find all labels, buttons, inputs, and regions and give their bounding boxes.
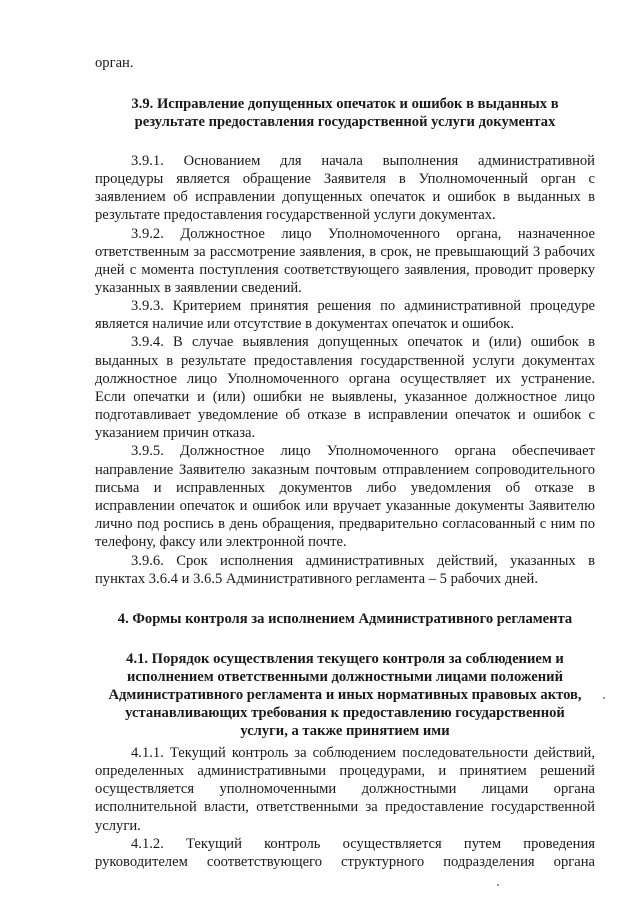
- text-fragment: орган.: [95, 55, 134, 71]
- section-heading-4-1-line-2: исполнением ответственными должностными лицами положений: [127, 669, 563, 685]
- paragraph-3-9-5-line: письма и исправленных документов либо уведомления об отказе в: [95, 480, 595, 496]
- paragraph-3-9-6-line: пунктах 3.6.4 и 3.6.5 Административного регламента – 5 рабочих дней.: [95, 571, 538, 587]
- paragraph-3-9-3-line: 3.9.3. Критерием принятия решения по административной процедуре: [131, 298, 595, 314]
- section-heading-4-1-line-1: 4.1. Порядок осуществления текущего контроля за соблюдением и: [126, 651, 564, 667]
- scan-speck: [497, 884, 499, 886]
- paragraph-3-9-6-line: 3.9.6. Срок исполнения административных действий, указанных в: [131, 553, 595, 569]
- section-heading-4-1-line-5: услуги, а также принятием ими: [240, 723, 450, 739]
- paragraph-3-9-4-line: 3.9.4. В случае выявления допущенных опечаток и (или) ошибок в: [131, 334, 595, 350]
- paragraph-3-9-1-line: результате предоставления государственной услуги документах.: [95, 207, 496, 223]
- paragraph-3-9-2-line: указанных в заявлении сведений.: [95, 280, 302, 296]
- paragraph-4-1-1-line: услуги.: [95, 818, 141, 834]
- paragraph-3-9-5-line: лично под роспись в день обращения, предварительно согласованный с ним по: [95, 516, 595, 532]
- paragraph-4-1-1-line: исполнительной власти, ответственными за предоставление государственной: [95, 799, 595, 815]
- paragraph-3-9-2-line: 3.9.2. Должностное лицо Уполномоченного органа, назначенное: [131, 226, 595, 242]
- section-heading-4: 4. Формы контроля за исполнением Административного регламента: [117, 611, 573, 627]
- paragraph-3-9-5-line: направление Заявителю заказным почтовым отправлением сопроводительного: [95, 462, 595, 478]
- paragraph-4-1-2-line: 4.1.2. Текущий контроль осуществляется путем проведения: [131, 836, 595, 852]
- paragraph-3-9-5-line: телефону, факсу или электронной почте.: [95, 534, 347, 550]
- paragraph-3-9-4-line: должностное лицо Уполномоченного органа осуществляет их устранение.: [95, 371, 595, 387]
- paragraph-3-9-4-line: Если опечатки и (или) ошибки не выявлены, указанное должностное лицо: [95, 389, 595, 405]
- paragraph-3-9-1-line: процедуры является обращение Заявителя в Уполномоченный орган с: [95, 171, 595, 187]
- paragraph-4-1-2-line: руководителем соответствующего структурного подразделения органа: [95, 854, 595, 870]
- section-heading-3-9-line-1: 3.9. Исправление допущенных опечаток и ошибок в выданных в: [131, 96, 559, 112]
- paragraph-3-9-1-line: заявлением об исправлении допущенных опечаток и ошибок в выданных в: [95, 189, 595, 205]
- paragraph-3-9-3-line: является наличие или отсутствие в документах опечаток и ошибок.: [95, 316, 514, 332]
- paragraph-4-1-1-line: 4.1.1. Текущий контроль за соблюдением последовательности действий,: [131, 745, 595, 761]
- paragraph-3-9-2-line: дней с момента поступления соответствующего заявления, проводит проверку: [95, 262, 595, 278]
- paragraph-3-9-1-line: 3.9.1. Основанием для начала выполнения административной: [131, 153, 595, 169]
- section-heading-4-1-line-3: Административного регламента и иных нормативных правовых актов,: [108, 687, 582, 703]
- paragraph-4-1-1-line: осуществляется уполномоченными должностными лицами органа: [95, 781, 595, 797]
- paragraph-3-9-4-line: выданных в результате предоставления государственной услуги документах: [95, 353, 595, 369]
- paragraph-3-9-4-line: подготавливает уведомление об отказе в исправлении опечаток и ошибок с: [95, 407, 595, 423]
- paragraph-4-1-1-line: определенных административными процедурами, и принятием решений: [95, 763, 595, 779]
- paragraph-3-9-4-line: указанием причин отказа.: [95, 425, 256, 441]
- paragraph-3-9-5-line: 3.9.5. Должностное лицо Уполномоченного органа обеспечивает: [131, 443, 595, 459]
- section-heading-4-1-line-4: устанавливающих требования к предоставлению государственной: [125, 705, 565, 721]
- paragraph-3-9-2-line: ответственным за рассмотрение заявления, в срок, не превышающий 3 рабочих: [95, 244, 595, 260]
- scan-speck: [603, 697, 605, 699]
- paragraph-3-9-5-line: исправлении опечаток и ошибок или вручает указанные документы Заявителю: [95, 498, 595, 514]
- section-heading-3-9-line-2: результате предоставления государственной услуги документах: [134, 114, 556, 130]
